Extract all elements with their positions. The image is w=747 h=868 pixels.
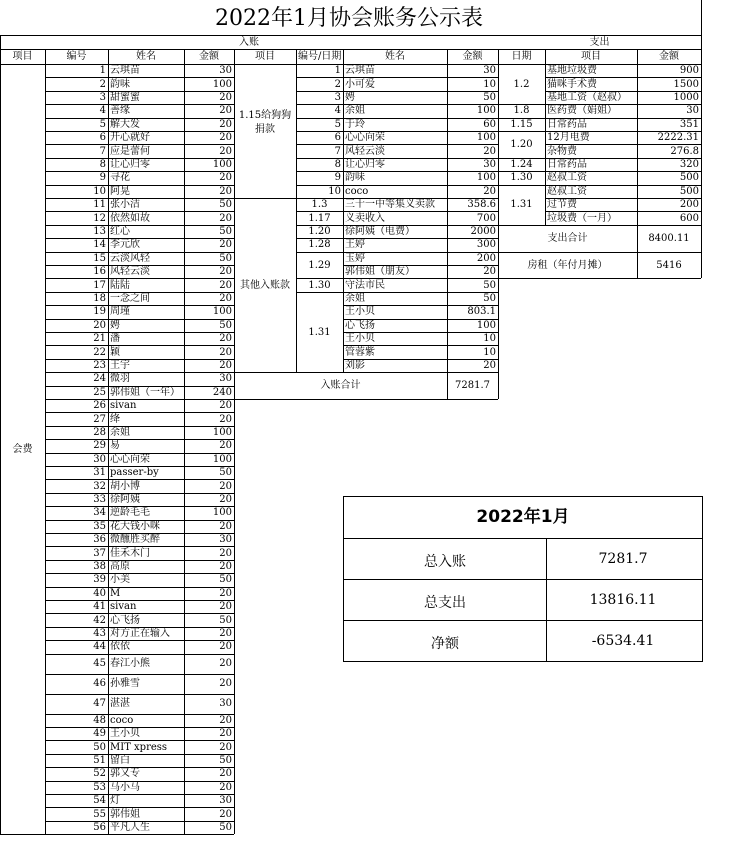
dog-donation-number: 6 <box>334 132 341 144</box>
expense-item: 12月电费 <box>547 132 590 144</box>
fee-name: 心飞扬 <box>110 614 140 626</box>
date-header: 日期 <box>511 51 532 62</box>
expense-amount: 600 <box>679 212 699 224</box>
other-income-amount: 700 <box>476 212 496 224</box>
fee-number: 25 <box>93 386 106 398</box>
expense-amount: 1000 <box>673 92 699 103</box>
fee-amount: 20 <box>219 728 232 740</box>
expense-header: 支出 <box>589 36 610 48</box>
fee-number: 1 <box>99 65 106 77</box>
dog-donation-name: 娉 <box>345 92 355 103</box>
fee-number: 10 <box>93 185 106 197</box>
other-income-label: 其他入账款 <box>240 279 290 291</box>
other-income-date: 1.3 <box>311 199 328 211</box>
fee-amount: 50 <box>219 755 232 766</box>
fee-amount: 50 <box>219 252 232 264</box>
dog-donation-amount: 50 <box>483 92 496 103</box>
fee-name: 娉 <box>110 319 120 331</box>
expense-item: 日常药品 <box>547 118 587 130</box>
fee-name: 余姐 <box>110 427 130 438</box>
other-income-name: 管蓉紫 <box>345 346 375 358</box>
fee-number: 12 <box>93 212 106 224</box>
fee-amount: 20 <box>219 279 232 291</box>
fee-number: 56 <box>93 822 106 833</box>
other-income-name: 守法市民 <box>345 279 385 291</box>
fee-amount: 20 <box>219 105 232 117</box>
other-income-amount: 10 <box>483 333 496 345</box>
fee-amount: 20 <box>219 494 232 505</box>
dog-donation-name: 心心向荣 <box>345 132 385 144</box>
expense-date: 1.20 <box>510 138 533 150</box>
fee-name: 陆陆 <box>110 279 130 291</box>
expense-date: 1.30 <box>510 172 533 184</box>
expense-item: 猫咪手术费 <box>547 78 597 90</box>
other-income-date: 1.30 <box>308 279 331 291</box>
fee-name: 让心归零 <box>110 159 150 170</box>
fee-name: 周瑾 <box>110 306 130 318</box>
fee-number: 13 <box>93 226 106 237</box>
expense-date: 1.31 <box>510 199 533 211</box>
fee-name: 留白 <box>110 755 130 766</box>
other-income-amount: 50 <box>483 293 496 304</box>
fee-number: 39 <box>93 574 106 586</box>
fee-name: sivan <box>110 601 137 613</box>
fee-amount: 20 <box>219 714 232 726</box>
amount-header: 金额 <box>199 51 219 62</box>
fee-number: 18 <box>93 293 106 304</box>
fee-amount: 20 <box>219 293 232 304</box>
page-title: 2022年1月协会账务公示表 <box>215 6 483 31</box>
other-income-name: 义卖收入 <box>345 212 385 224</box>
fee-number: 28 <box>93 427 106 438</box>
fee-number: 5 <box>99 118 106 130</box>
dog-donation-number: 8 <box>334 159 341 170</box>
other-income-date: 1.29 <box>308 259 331 271</box>
fee-amount: 20 <box>219 346 232 358</box>
fee-number: 3 <box>99 92 106 103</box>
dog-donation-number: 4 <box>334 105 341 117</box>
dog-donation-number: 10 <box>328 185 341 197</box>
expense-item: 垃圾费（一月） <box>547 212 617 224</box>
expense-date: 1.15 <box>510 118 533 130</box>
dog-donation-name: 于玲 <box>345 118 365 130</box>
other-income-date: 1.20 <box>308 226 331 237</box>
fee-amount: 20 <box>219 808 232 820</box>
total-expense-label: 总支出 <box>424 595 466 611</box>
other-income-date: 1.28 <box>308 239 331 251</box>
fee-amount: 100 <box>212 453 232 465</box>
fee-number: 22 <box>93 346 106 358</box>
dog-donation-name: 让心归零 <box>345 159 385 170</box>
dog-donation-label: 1.15给狗狗捐款 <box>238 110 292 135</box>
name-header: 姓名 <box>136 51 156 62</box>
amount-header-2: 金额 <box>462 51 483 62</box>
fee-amount: 20 <box>219 172 232 184</box>
other-income-amount: 300 <box>476 239 496 251</box>
fee-amount: 20 <box>219 413 232 425</box>
fee-name: 李元欣 <box>110 239 140 251</box>
fee-number: 54 <box>93 795 106 807</box>
other-income-amount: 358.6 <box>467 199 496 211</box>
fee-number: 45 <box>93 658 106 670</box>
fee-amount: 20 <box>219 628 232 639</box>
fee-name: 郭又专 <box>110 768 140 780</box>
expense-item: 日常药品 <box>547 159 587 170</box>
other-income-name: 心飞扬 <box>345 319 375 331</box>
fee-number: 37 <box>93 547 106 559</box>
fee-name: 郭伟姐（一年） <box>110 386 180 398</box>
dog-donation-name: 小可爱 <box>345 78 375 90</box>
fee-name: 高原 <box>110 561 130 572</box>
fee-number: 32 <box>93 480 106 492</box>
fee-name: 马小马 <box>110 781 140 793</box>
dog-donation-name: 风轻云淡 <box>345 145 385 157</box>
fee-amount: 30 <box>219 65 232 77</box>
fee-amount: 20 <box>219 118 232 130</box>
fee-number: 23 <box>93 360 106 371</box>
fee-name: 依依 <box>110 641 130 653</box>
fee-name: sivan <box>110 400 137 412</box>
fee-name: 花大钱小咪 <box>110 520 160 532</box>
fee-name: 易 <box>110 440 120 452</box>
fee-name: 平凡人生 <box>110 822 150 833</box>
fee-name: 依然如故 <box>110 212 150 224</box>
fee-number: 50 <box>93 741 106 753</box>
fee-name: 孙雅雪 <box>110 678 140 690</box>
fee-name: 应是蕾何 <box>110 145 150 157</box>
fee-name: 徐阿姨 <box>110 494 140 505</box>
fee-name: 颖 <box>110 346 120 358</box>
fee-number: 40 <box>93 587 106 599</box>
monthly-summary <box>343 496 703 662</box>
fee-name: 风轻云淡 <box>110 266 150 278</box>
dog-donation-amount: 20 <box>483 185 496 197</box>
other-income-amount: 100 <box>476 319 496 331</box>
fee-amount: 20 <box>219 561 232 572</box>
expense-item: 过节费 <box>547 199 577 211</box>
fee-amount: 50 <box>219 226 232 237</box>
fee-name: 王宇 <box>110 360 130 371</box>
other-income-name: 王小贝 <box>345 333 375 345</box>
expense-item: 杂物费 <box>547 145 577 157</box>
other-income-name: 三十一中等集义卖款 <box>345 199 435 211</box>
other-income-name: 王小贝 <box>345 306 375 318</box>
fee-number: 7 <box>99 145 106 157</box>
net-amount-value: -6534.41 <box>591 633 655 649</box>
fee-number: 11 <box>93 199 106 211</box>
fee-name: 灯 <box>110 795 120 807</box>
fee-amount: 20 <box>219 239 232 251</box>
fee-name: passer-by <box>110 467 159 479</box>
fee-number: 42 <box>93 614 106 626</box>
fee-name: 微羽 <box>110 373 130 385</box>
expense-item-header: 项目 <box>581 51 601 62</box>
fee-name: 开心就好 <box>110 132 150 144</box>
fee-number: 29 <box>93 440 106 452</box>
fee-amount: 50 <box>219 467 232 479</box>
fee-name: 小美 <box>110 574 130 586</box>
fee-name: 绛 <box>110 413 120 425</box>
fee-name: 潘 <box>110 333 120 345</box>
expense-item: 赵叔工资 <box>547 172 587 184</box>
other-income-name: 玉婷 <box>345 252 365 264</box>
dog-donation-name: 韵味 <box>345 172 365 184</box>
fee-number: 16 <box>93 266 106 278</box>
other-income-name: 徐阿姨（电费） <box>345 226 415 237</box>
fee-amount: 20 <box>219 212 232 224</box>
expense-total-value: 8400.11 <box>648 232 690 244</box>
dog-donation-name: 余姐 <box>345 105 365 117</box>
name-header-2: 姓名 <box>385 51 405 62</box>
fee-amount: 240 <box>212 386 232 398</box>
rent-label: 房租（年付月摊） <box>527 259 608 271</box>
item-header-2: 项目 <box>255 51 275 62</box>
item-header: 项目 <box>12 51 33 62</box>
other-income-amount: 2000 <box>470 226 496 237</box>
fee-amount: 20 <box>219 658 232 670</box>
fee-number: 48 <box>93 714 106 726</box>
expense-amount: 276.8 <box>670 145 699 157</box>
fee-name: 善缘 <box>110 105 130 117</box>
fee-number: 9 <box>99 172 106 184</box>
expense-amount: 500 <box>679 172 699 184</box>
expense-amount: 320 <box>679 159 699 170</box>
fee-name: 心心向荣 <box>110 453 150 465</box>
fee-name: coco <box>110 714 134 726</box>
other-income-date: 1.31 <box>308 326 331 338</box>
other-income-amount: 20 <box>483 266 496 278</box>
fee-number: 53 <box>93 781 106 793</box>
fee-number: 52 <box>93 768 106 780</box>
expense-amount: 2222.31 <box>657 132 699 144</box>
fee-name: 解大发 <box>110 118 140 130</box>
fee-amount: 100 <box>212 427 232 438</box>
fee-amount: 20 <box>219 768 232 780</box>
expense-amount: 200 <box>679 199 699 211</box>
fee-name: 云淡风轻 <box>110 252 150 264</box>
fee-amount: 20 <box>219 360 232 371</box>
fee-number: 15 <box>93 252 106 264</box>
dog-donation-amount: 30 <box>483 65 496 77</box>
fee-number: 27 <box>93 413 106 425</box>
fee-number: 38 <box>93 561 106 572</box>
fee-amount: 50 <box>219 822 232 833</box>
fee-amount: 50 <box>219 199 232 211</box>
fee-amount: 100 <box>212 78 232 90</box>
fee-name: 王小贝 <box>110 728 140 740</box>
fee-name: 红心 <box>110 226 130 237</box>
dog-donation-number: 3 <box>334 92 341 103</box>
fee-name: MIT xpress <box>110 741 168 753</box>
fee-number: 55 <box>93 808 106 820</box>
fee-category-label: 会费 <box>12 443 33 455</box>
fee-amount: 20 <box>219 266 232 278</box>
fee-name: 一念之间 <box>110 293 150 304</box>
fee-number: 31 <box>93 467 106 479</box>
total-income-label: 总入账 <box>424 554 466 570</box>
fee-amount: 20 <box>219 781 232 793</box>
fee-amount: 100 <box>212 507 232 519</box>
fee-amount: 50 <box>219 614 232 626</box>
dog-donation-number: 7 <box>334 145 341 157</box>
dog-donation-amount: 30 <box>483 159 496 170</box>
fee-amount: 20 <box>219 601 232 613</box>
fee-amount: 100 <box>212 306 232 318</box>
fee-number: 44 <box>93 641 106 653</box>
fee-name: 春江小熊 <box>110 658 150 670</box>
other-income-name: 郭伟姐（朋友） <box>345 266 415 278</box>
fee-name: 对方正在输入 <box>110 628 170 639</box>
fee-amount: 20 <box>219 333 232 345</box>
dog-donation-amount: 60 <box>483 118 496 130</box>
dog-donation-amount: 100 <box>476 105 496 117</box>
other-income-amount: 200 <box>476 252 496 264</box>
expense-amount: 1500 <box>673 78 699 90</box>
expense-item: 基地垃圾费 <box>547 65 597 77</box>
fee-amount: 30 <box>219 795 232 807</box>
expense-amount: 900 <box>679 65 699 77</box>
other-income-amount: 20 <box>483 360 496 371</box>
fee-number: 8 <box>99 159 106 170</box>
fee-number: 30 <box>93 453 106 465</box>
expense-date: 1.2 <box>513 78 530 90</box>
other-income-amount: 10 <box>483 346 496 358</box>
fee-number: 51 <box>93 755 106 766</box>
fee-number: 24 <box>93 373 106 385</box>
fee-number: 19 <box>93 306 106 318</box>
fee-name: 湛湛 <box>110 698 130 710</box>
fee-number: 35 <box>93 520 106 532</box>
fee-amount: 20 <box>219 132 232 144</box>
fee-amount: 20 <box>219 480 232 492</box>
expense-item: 基地工资（赵叔） <box>547 92 627 103</box>
dog-donation-number: 1 <box>334 65 341 77</box>
fee-amount: 20 <box>219 641 232 653</box>
fee-number: 17 <box>93 279 106 291</box>
fee-name: 佳禾木门 <box>110 547 150 559</box>
fee-amount: 20 <box>219 741 232 753</box>
rent-value: 5416 <box>656 259 682 271</box>
expense-date: 1.8 <box>513 105 530 117</box>
fee-number: 46 <box>93 678 106 690</box>
fee-number: 6 <box>99 132 106 144</box>
expense-amount: 30 <box>686 105 699 117</box>
fee-number: 20 <box>93 319 106 331</box>
fee-amount: 20 <box>219 400 232 412</box>
fee-amount: 100 <box>212 159 232 170</box>
fee-amount: 20 <box>219 440 232 452</box>
fee-number: 21 <box>93 333 106 345</box>
dog-donation-name: 云琪苗 <box>345 65 375 77</box>
fee-name: 张小洁 <box>110 199 140 211</box>
expense-item: 医药费（娟姐） <box>547 105 617 117</box>
other-income-name: 王婷 <box>345 239 365 251</box>
dog-donation-amount: 10 <box>483 78 496 90</box>
fee-number: 26 <box>93 400 106 412</box>
dog-donation-amount: 100 <box>476 172 496 184</box>
fee-name: 阿晃 <box>110 185 130 197</box>
fee-amount: 30 <box>219 698 232 710</box>
fee-name: 韵味 <box>110 78 130 90</box>
fee-number: 49 <box>93 728 106 740</box>
fee-amount: 20 <box>219 92 232 103</box>
income-total-value: 7281.7 <box>455 380 490 392</box>
other-income-name: 余姐 <box>345 293 365 304</box>
expense-amount-header: 金额 <box>659 51 679 62</box>
fee-amount: 20 <box>219 547 232 559</box>
other-income-date: 1.17 <box>308 212 331 224</box>
fee-name: 郭伟姐 <box>110 808 140 820</box>
fee-number: 47 <box>93 698 106 710</box>
fee-number: 4 <box>99 105 106 117</box>
income-total-label: 入账合计 <box>320 380 361 392</box>
fee-number: 34 <box>93 507 106 519</box>
number-header: 编号 <box>66 51 87 62</box>
fee-amount: 20 <box>219 185 232 197</box>
income-header: 入账 <box>239 36 259 48</box>
fee-amount: 30 <box>219 373 232 385</box>
expense-amount: 500 <box>679 185 699 197</box>
expense-item: 赵叔工资 <box>547 185 587 197</box>
fee-name: 云琪苗 <box>110 65 140 77</box>
fee-name: 寻花 <box>110 172 130 184</box>
expense-date: 1.24 <box>510 159 533 170</box>
dog-donation-amount: 20 <box>483 145 496 157</box>
fee-number: 33 <box>93 494 106 505</box>
fee-amount: 30 <box>219 534 232 546</box>
other-income-amount: 50 <box>483 279 496 291</box>
fee-name: M <box>110 587 121 599</box>
dog-donation-name: coco <box>345 185 369 197</box>
dog-donation-number: 9 <box>334 172 341 184</box>
summary-title: 2022年1月 <box>476 507 570 527</box>
number-date-header: 编号/日期 <box>298 51 341 62</box>
total-income-value: 7281.7 <box>598 551 648 567</box>
fee-amount: 20 <box>219 145 232 157</box>
total-expense-value: 13816.11 <box>589 592 657 608</box>
fee-number: 14 <box>93 239 106 251</box>
fee-amount: 50 <box>219 574 232 586</box>
fee-name: 微醺胜买醉 <box>110 534 160 546</box>
fee-amount: 50 <box>219 319 232 331</box>
fee-number: 2 <box>99 78 106 90</box>
expense-amount: 351 <box>679 118 699 130</box>
fee-amount: 20 <box>219 587 232 599</box>
fee-number: 36 <box>93 534 106 546</box>
fee-number: 43 <box>93 628 106 639</box>
fee-number: 41 <box>93 601 106 613</box>
dog-donation-number: 5 <box>334 118 341 130</box>
fee-name: 逆龄毛毛 <box>110 507 150 519</box>
dog-donation-amount: 100 <box>476 132 496 144</box>
expense-total-label: 支出合计 <box>547 232 588 244</box>
other-income-name: 刘影 <box>345 360 365 371</box>
fee-name: 甜蜜蜜 <box>110 92 140 103</box>
dog-donation-number: 2 <box>334 78 341 90</box>
fee-amount: 20 <box>219 678 232 690</box>
fee-amount: 20 <box>219 520 232 532</box>
other-income-amount: 803.1 <box>467 306 496 318</box>
fee-name: 胡小博 <box>110 480 140 492</box>
net-amount-label: 净额 <box>431 636 459 652</box>
